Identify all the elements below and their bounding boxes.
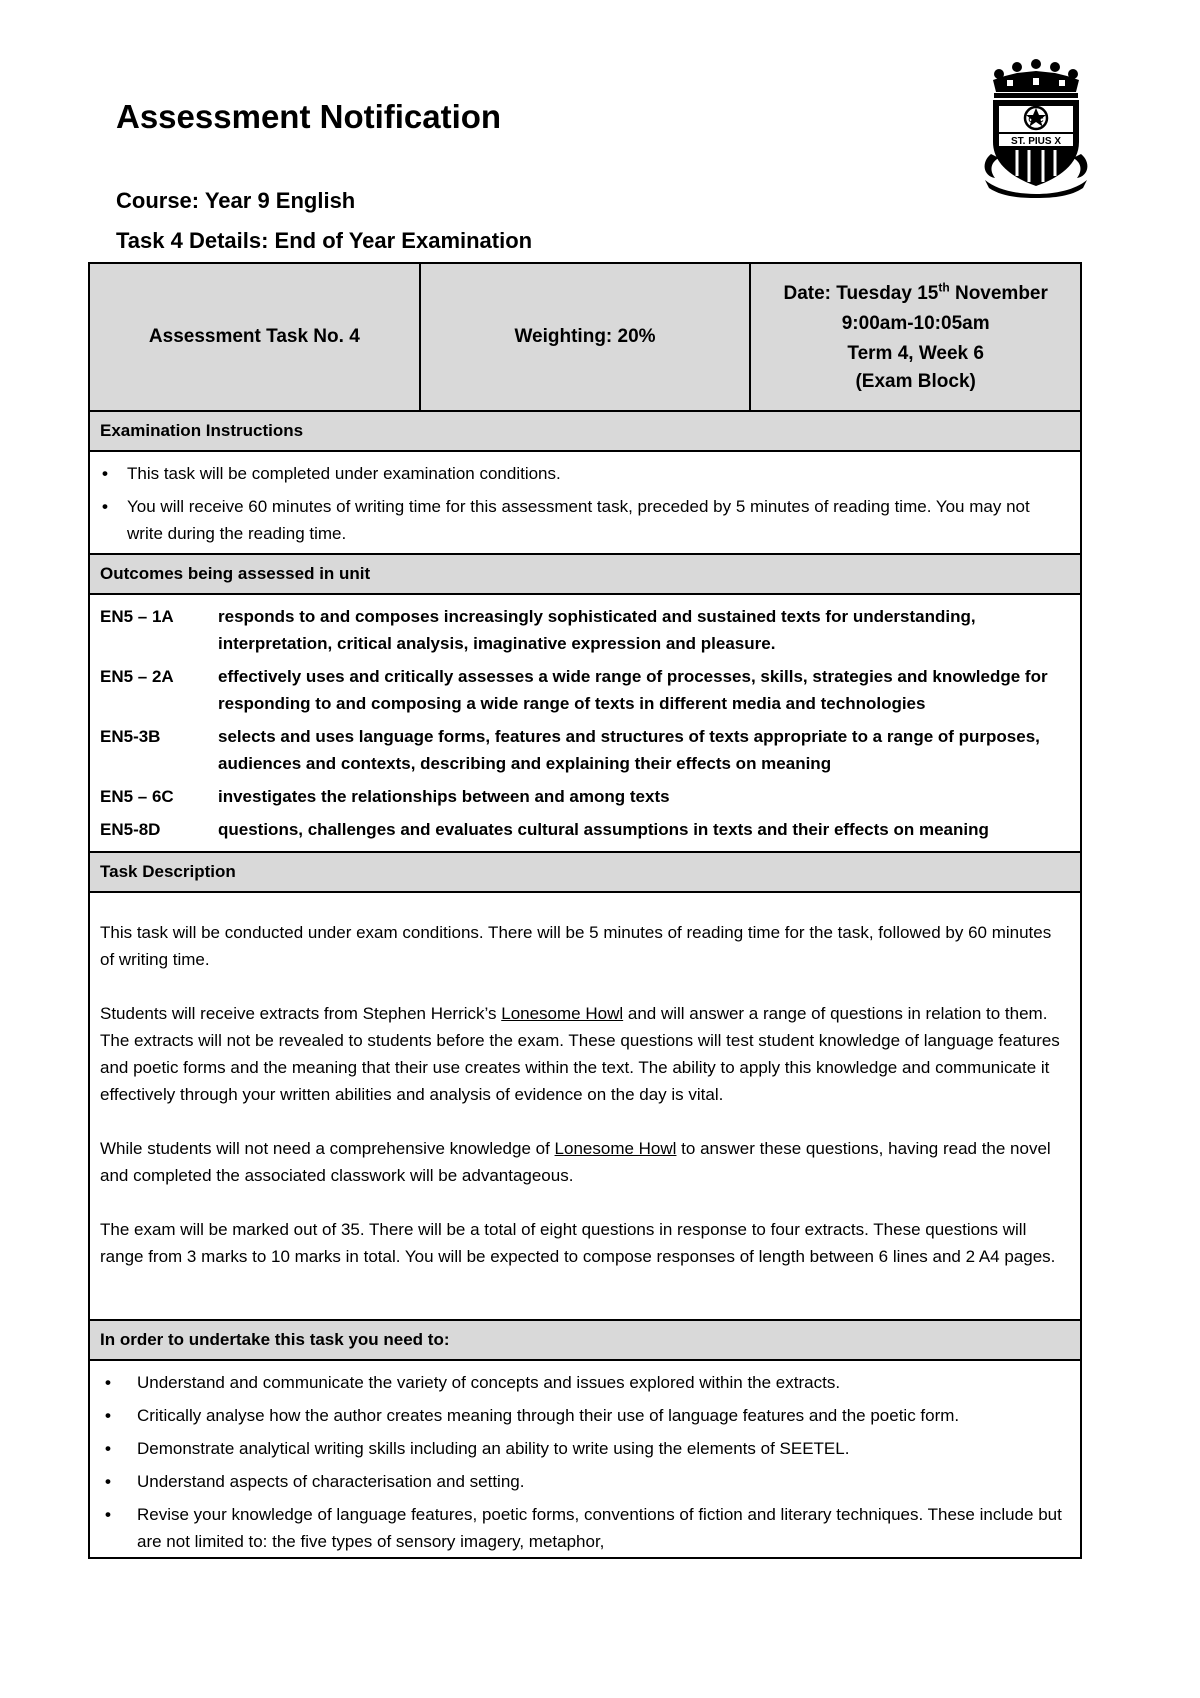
outcome-code: EN5 – 1A	[100, 607, 174, 626]
requirements-section	[90, 1361, 1080, 1557]
outcome-text: responds to and composes increasingly sophisticated and sustained texts for understanding, interpretation, critical analysis, imaginative expression and pleasure.	[218, 607, 976, 653]
task-number-cell	[90, 264, 419, 410]
outcome-text: questions, challenges and evaluates cultural assumptions in texts and their effects on meaning	[218, 820, 989, 839]
outcome-text: investigates the relationships between and among texts	[218, 787, 670, 806]
description-paragraph: The exam will be marked out of 35. There will be a total of eight questions in response to four extracts. These questions will range from 3 marks to 10 marks in total. You will be expected to compose responses of length between 6 lines and 2 A4 pages.	[100, 1220, 1056, 1266]
text-title: Lonesome Howl	[554, 1139, 677, 1158]
requirements-heading: In order to undertake this task you need to:	[90, 1321, 1080, 1361]
weighting: Weighting: 20%	[514, 326, 656, 347]
exam-term: Term 4, Week 6	[847, 343, 984, 364]
task-number: Assessment Task No. 4	[148, 326, 360, 347]
list-item: • Critically analyse how the author creates meaning through their use of language features and the poetic form.	[105, 1406, 960, 1425]
assessment-table	[88, 262, 1082, 1559]
exam-date-ordinal: th	[938, 280, 950, 295]
date-cell	[749, 264, 1080, 410]
description-paragraph: This task will be conducted under exam conditions. There will be 5 minutes of reading time for the task, followed by 60 minutes of writing time.	[100, 923, 1052, 969]
outcome-text: effectively uses and critically assesses a wide range of processes, skills, strategies and knowledge for responding to and composing a wide range of texts in different media and technologies	[218, 667, 1048, 713]
list-item: • Understand and communicate the variety of concepts and issues explored within the extracts.	[105, 1373, 841, 1392]
list-item: • You will receive 60 minutes of writing time for this assessment task, preceded by 5 minutes of reading time. You may not write during the reading time.	[102, 497, 1030, 543]
course-line: Course: Year 9 English	[116, 188, 356, 213]
outcome-code: EN5-8D	[100, 820, 161, 839]
list-item: • Revise your knowledge of language features, poetic forms, conventions of fiction and literary techniques. These include but are not limited to: the five types of sensory imagery, metaphor,	[105, 1505, 1062, 1551]
outcomes-section	[90, 595, 1080, 853]
task-description-section	[90, 893, 1080, 1321]
outcome-row	[100, 663, 1070, 717]
task-details-line: Task 4 Details: End of Year Examination	[116, 228, 533, 253]
list-item: • Demonstrate analytical writing skills including an ability to write using the elements of SEETEL.	[105, 1439, 850, 1458]
crest-monogram: CBC	[1028, 117, 1044, 124]
school-crest-logo	[977, 58, 1095, 198]
outcome-row	[100, 723, 1070, 777]
exam-date	[783, 279, 1047, 309]
exam-date-month: November	[949, 283, 1048, 304]
weighting-cell	[419, 264, 750, 410]
outcome-code: EN5 – 2A	[100, 667, 174, 686]
description-paragraph: Students will receive extracts from Stephen Herrick’s Lonesome Howl and will answer a range of questions in relation to them. The extracts will not be revealed to students before the exam. These questions will test student knowledge of language features and poetic forms and the meaning that their use creates within the text. The ability to apply this knowledge and communicate it effectively through your written abilities and analysis of evidence on the day is vital.	[100, 1004, 1060, 1104]
exam-time: 9:00am-10:05am	[841, 313, 990, 334]
text-title: Lonesome Howl	[501, 1004, 624, 1023]
page-title: Assessment Notification	[116, 98, 502, 135]
crest-label: ST. PIUS X	[1010, 136, 1062, 147]
list-item: • This task will be completed under examination conditions.	[102, 464, 561, 483]
instructions-section	[90, 452, 1080, 555]
outcomes-heading: Outcomes being assessed in unit	[90, 555, 1080, 595]
summary-row	[90, 264, 1080, 412]
outcome-row	[100, 783, 1070, 810]
outcome-code: EN5 – 6C	[100, 787, 174, 806]
task-description-heading: Task Description	[90, 853, 1080, 893]
outcome-row	[100, 816, 1070, 843]
exam-block: (Exam Block)	[855, 371, 976, 392]
outcome-code: EN5-3B	[100, 727, 161, 746]
outcome-row	[100, 603, 1070, 657]
exam-date-day: Date: Tuesday 15	[783, 283, 939, 304]
outcome-text: selects and uses language forms, features and structures of texts appropriate to a range of purposes, audiences and contexts, describing and explaining their effects on meaning	[218, 727, 1040, 773]
description-paragraph: While students will not need a comprehensive knowledge of Lonesome Howl to answer these questions, having read the novel and completed the associated classwork will be advantageous.	[100, 1139, 1051, 1185]
list-item: • Understand aspects of characterisation and setting.	[105, 1472, 525, 1491]
instructions-heading: Examination Instructions	[90, 412, 1080, 452]
